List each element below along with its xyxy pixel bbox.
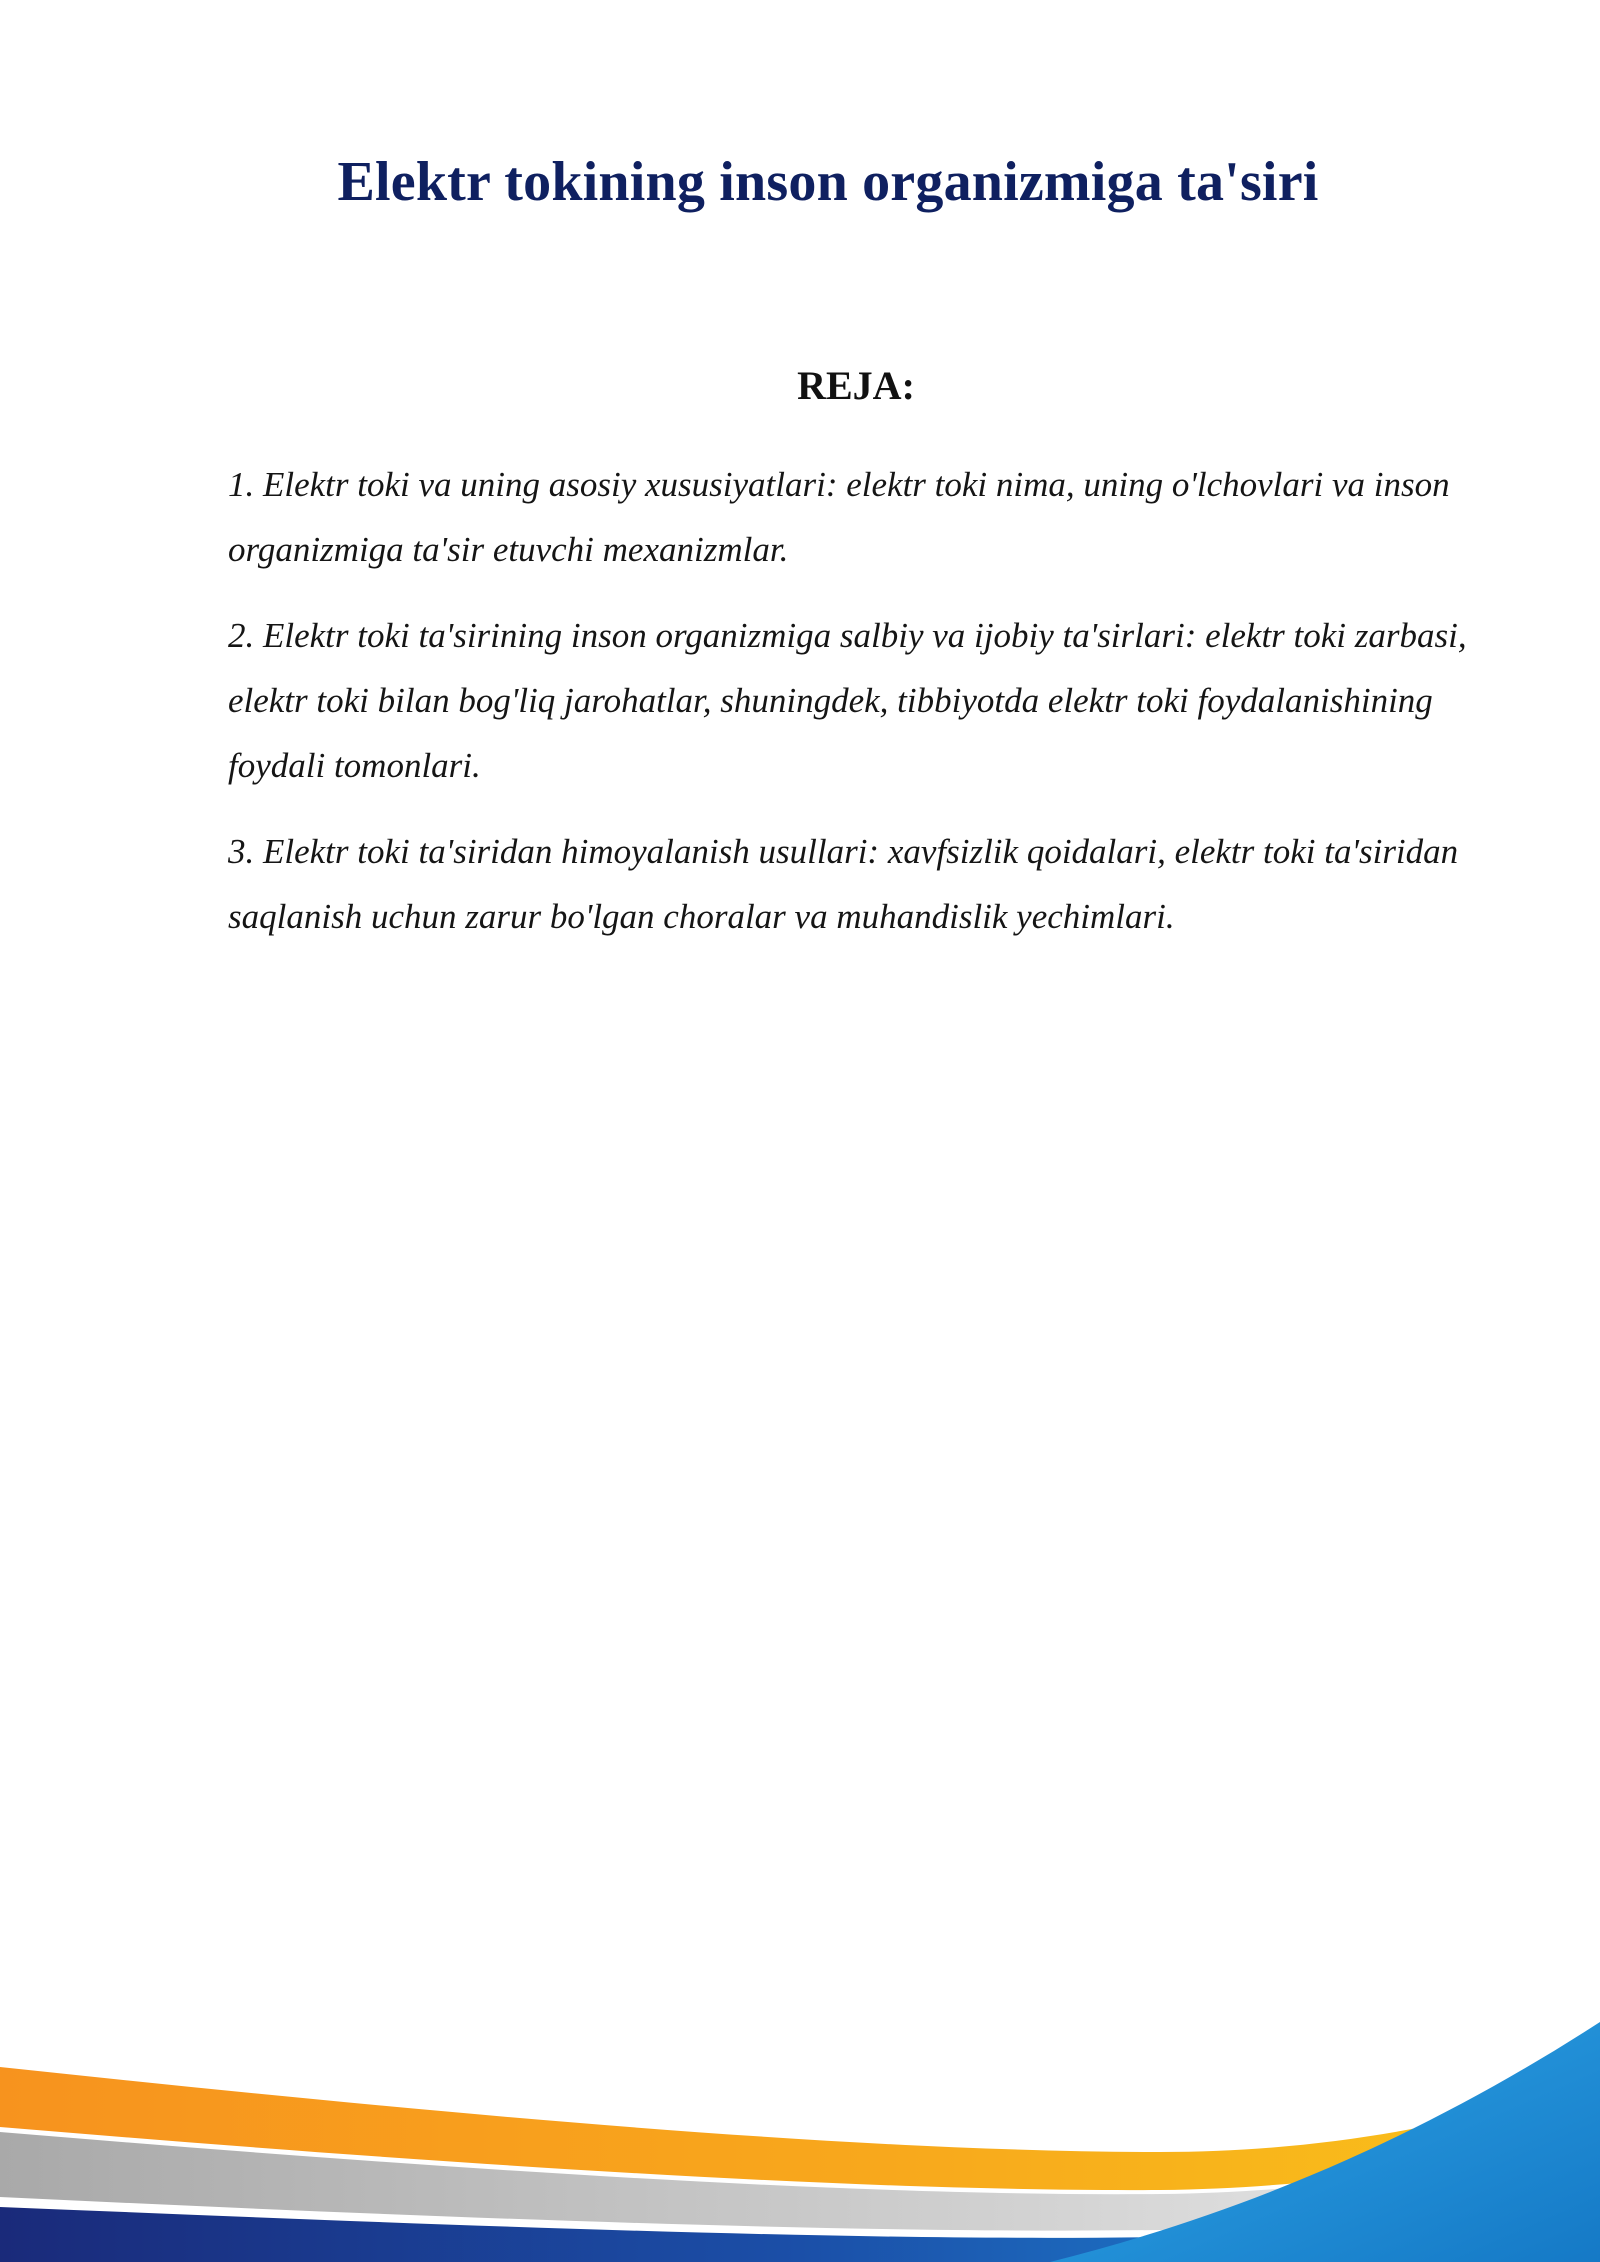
plan-item-2: 2. Elektr toki ta'sirining inson organizmiga salbiy va ijobiy ta'sirlari: elektr toki zarbasi, elektr toki bilan bog'liq jarohatlar, shuningdek, tibbiyotda elektr toki foydalanishining foydali tomonlari.	[228, 616, 1467, 785]
page-title: Elektr tokining inson organizmiga ta'siri	[337, 151, 1319, 213]
plan-heading: REJA:	[797, 363, 915, 408]
plan-item-3: 3. Elektr toki ta'siridan himoyalanish usullari: xavfsizlik qoidalari, elektr toki ta'siridan saqlanish uchun zarur bo'lgan choralar va muhandislik yechimlari.	[228, 832, 1459, 936]
footer-wave-decoration	[0, 1962, 1600, 2262]
plan-list	[228, 452, 1468, 970]
plan-item-1: 1. Elektr toki va uning asosiy xususiyatlari: elektr toki nima, uning o'lchovlari va inson organizmiga ta'sir etuvchi mexanizmlar.	[228, 465, 1450, 569]
